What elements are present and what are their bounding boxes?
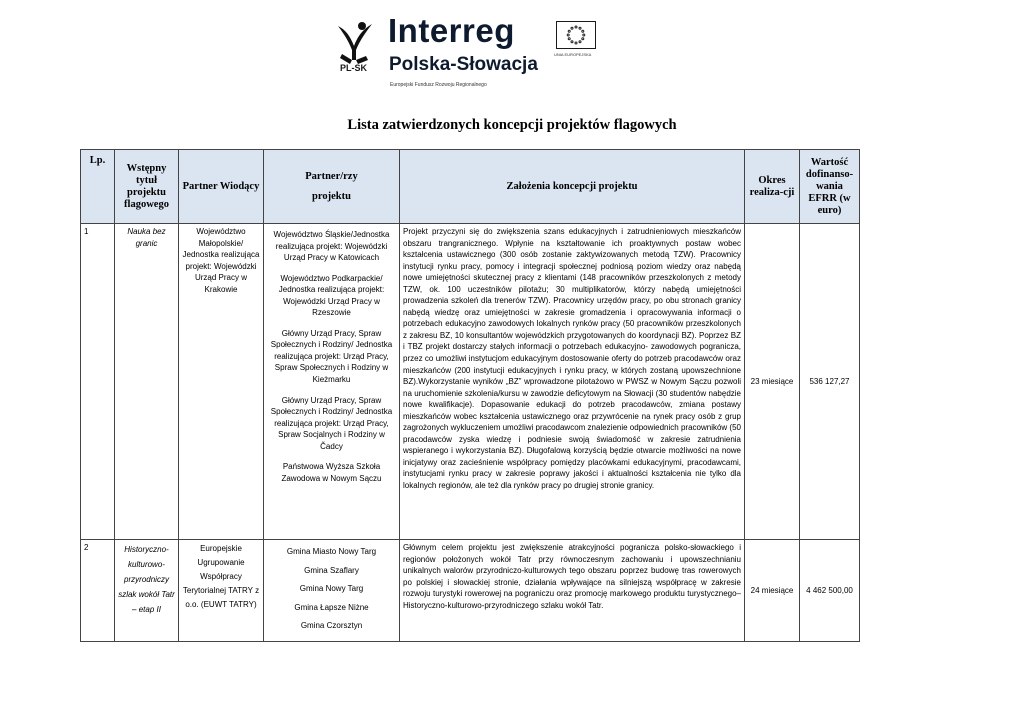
table-row [81, 540, 860, 642]
partner-item: Gmina Szaflary [304, 565, 359, 575]
row-lead-partner: Europejskie Ugrupowanie Współpracy Terytorialnej TATRY z o.o. (EUWT TATRY) [179, 540, 264, 642]
pl-sk-label: PL-SK [340, 63, 367, 73]
projects-table [80, 149, 860, 642]
interreg-wordmark: Interreg [388, 12, 515, 49]
partner-item: Gmina Miasto Nowy Targ [286, 547, 377, 556]
row-title: Nauka bez granic [115, 224, 179, 540]
header-lp: Lp. [81, 150, 115, 224]
header-partners-line1: Partner/rzy [305, 170, 358, 182]
row-lp: 1 [81, 224, 115, 540]
interreg-logo [332, 12, 602, 90]
table-row [81, 224, 860, 540]
header-partners [264, 150, 400, 224]
row-partners [264, 224, 400, 540]
partner-item: Główny Urząd Pracy, Spraw Społecznych i Rodziny/ Jednostka realizująca projekt: Urząd Pracy, Spraw Społecznych i Rodziny w Kieżmarku [270, 328, 393, 385]
row-period: 23 miesiące [745, 224, 800, 540]
row-funding: 536 127,27 [800, 224, 860, 540]
eu-flag-icon [556, 21, 596, 49]
partner-item: Gmina Łapsze Niżne [294, 602, 369, 612]
partner-item: Główny Urząd Pracy, Spraw Społecznych i Rodziny/ Jednostka realizująca projekt: Urząd Pracy, Spraw Socjalnych i Rodziny w Čadcy [270, 395, 393, 451]
row-partners [264, 540, 400, 642]
header-title: Wstępny tytuł projektu flagowego [115, 150, 179, 224]
partner-item: Gmina Nowy Targ [299, 584, 364, 594]
row-funding: 4 462 500,00 [800, 540, 860, 642]
eu-label: UNIA EUROPEJSKA [554, 52, 592, 57]
table-header-row [81, 150, 860, 224]
row-concept: Projekt przyczyni się do zwiększenia szans edukacyjnych i zatrudnieniowych mieszkańców obszaru trangranicznego. Wpłynie na kształtowanie ich proaktywnych postaw wobec kształcenia ustawicznego (300 osób zostanie zaktywizowanych metodą TZW). Pracownicy instytucji rynku pracy, pomocy i integracji społecznej podniosą poziom wiedzy oraz nabędą nowe umiejętności skutecznej pracy z klientami (148 pracowników przeszkolonych z metody TZW, ok. 100 uczestników pilotażu; 30 multiplikatorów, którzy nabędą umiejętności prowadzenia szkoleń dla trenerów TZW). Pracownicy urzędów pracy, po obu stronach granicy nabędą wiedzę oraz umiejętności w zakresie gromadzenia i opracowywania informacji o potrzebach edukacyjno zawodowych lokalnych rynków pracy (50 pracowników przeszkolonych z zakresu BZ, 10 konsultantów wojewódzkich przygotowanych do koordynacji BZ). Poprzez BZ i TBZ projekt dostarczy stałych informacji o potrzebach edukacyjno- zawodowych pogranicza, przez co umożliwi instytucjom edukacyjnym dostosowanie oferty do potrzeb pracodawców oraz mieszkańców (200 instytucji edukacyjnych i rynku pracy, w których zostaną upowszechnione BZ).Wykorzystanie wyników „BZ” wprowadzone pilotażowo w PWSZ w Nowym Sączu pozwoli na uruchomienie szkolenia/kursu w zawodzie deficytowym na Słowacji (30 studentów nabędzie nowe kwalifikacje). Dopasowanie edukacji do potrzeb pracodawców, zmiana postawy mieszkańców wobec kształcenia ustawicznego oraz przywrócenie na rynek pracy osób z grup zagrożonych wykluczeniem umożliwi pracodawcom znalezienie odpowiednich pracowników (50 pracodawców zyska wiedzę i podniesie swoją świadomość w zakresie zatrudnienia wspieranego i wykorzystania BZ). Długofalową korzyścią będzie otwarcie możliwości na nowe inicjatywy oraz zacieśnienie współpracy pomiędzy placówkami edukacyjnymi, pracodawcami, instytucjami rynku pracy w zakresie poprawy jakości i aktualności kształcenia nie tylko dla lokalnych regionów, ale też dla rynków pracy po drugiej stronie granicy. [400, 224, 745, 540]
row-concept: Głównym celem projektu jest zwiększenie atrakcyjności pogranicza polsko-słowackiego i regionów położonych wokół Tatr przy równoczesnym zachowaniu i upowszechnianiu unikalnych walorów przyrodniczo-kulturowych tego obszaru poprzez budowę tras rowerowych po polskiej i słowackiej stronie, działania wpływające na silniejszą współpracę w zakresie rozwoju turystyki rowerowej na pograniczu oraz promocję markowego produktu turystycznego–Historyczno-kulturowo-przyrodniczego szlaku wokół Tatr. [400, 540, 745, 642]
header-period: Okres realiza-cji [745, 150, 800, 224]
header-concept: Założenia koncepcji projektu [400, 150, 745, 224]
partner-item: Województwo Podkarpackie/ Jednostka realizująca projekt: Wojewódzki Urząd Pracy w Rzeszowie [278, 273, 385, 318]
row-lead-partner: Województwo Małopolskie/ Jednostka realizująca projekt: Wojewódzki Urząd Pracy w Krakowie [179, 224, 264, 540]
header-lead-partner: Partner Wiodący [179, 150, 264, 224]
fund-label: Europejski Fundusz Rozwoju Regionalnego [390, 82, 487, 88]
partner-item: Państwowa Wyższa Szkoła Zawodowa w Nowym Sączu [281, 462, 382, 483]
row-title: Historyczno-kulturowo-przyrodniczy szlak wokół Tatr – etap II [115, 540, 179, 642]
region-name: Polska-Słowacja [389, 54, 538, 75]
header-partners-line2: projektu [312, 190, 351, 202]
row-lp: 2 [81, 540, 115, 642]
header-funding: Wartość dofinanso-wania EFRR (w euro) [800, 150, 860, 224]
row-period: 24 miesiące [745, 540, 800, 642]
partner-item: Gmina Czorsztyn [300, 621, 363, 631]
document-title: Lista zatwierdzonych koncepcji projektów flagowych [347, 117, 677, 133]
partner-item: Województwo Śląskie/Jednostka realizująca projekt: Wojewódzki Urząd Pracy w Katowicach [273, 230, 390, 263]
